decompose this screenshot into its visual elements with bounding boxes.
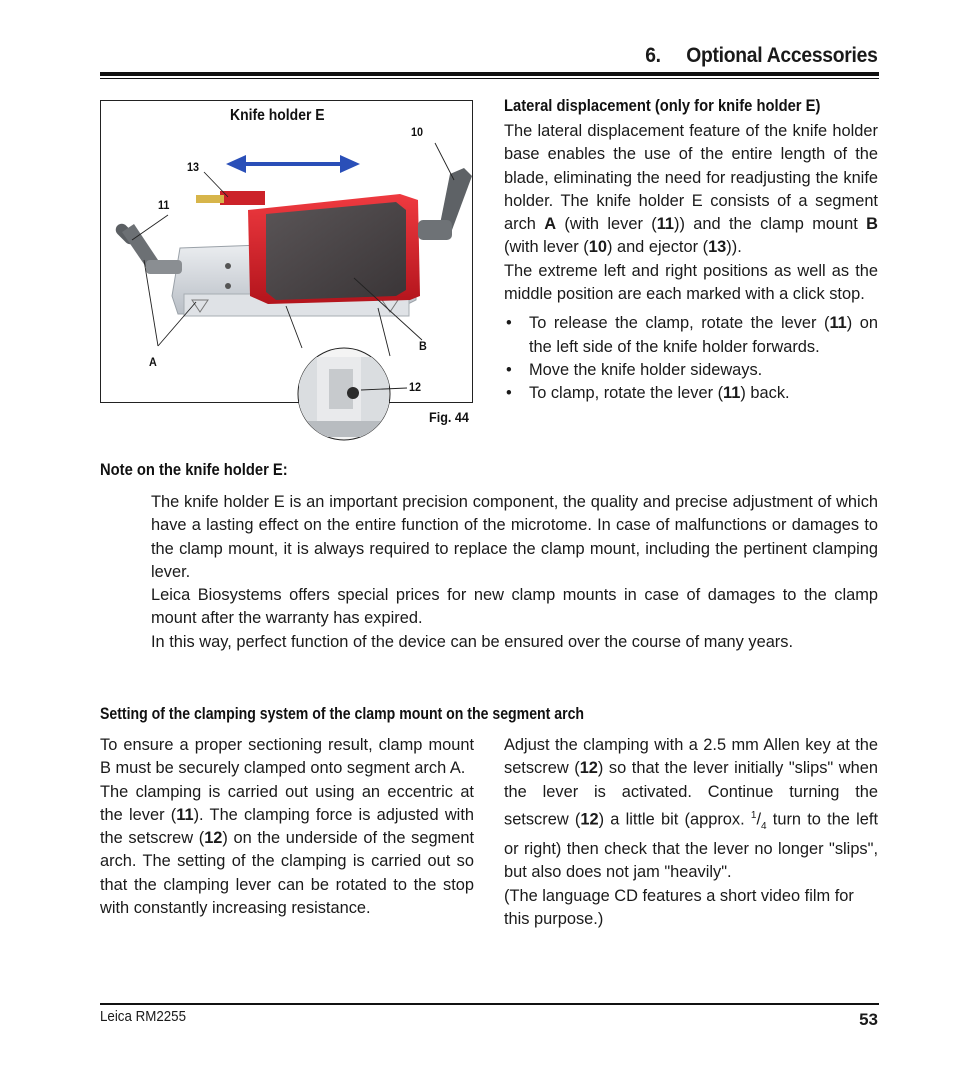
note-body [151,491,878,654]
knife-holder-illustration [100,100,480,445]
setting-left-paragraph-2: The clamping is carried out using an eccentric at the lever (11). The clamping force is adjusted with the setscrew (12) on the underside of the segment arch. The setting of the clamping is carried out so that the clamping lever can be rotated to the stop with constantly increasing resistance. [100,782,474,918]
page-number: 53 [859,1010,878,1029]
note-paragraph-2: Leica Biosystems offers special prices for new clamp mounts in case of damages to the clamp mount after the warranty has expired. [151,586,878,628]
note-paragraph-1: The knife holder E is an important precision component, the quality and precise adjustment of which have a lasting effect on the entire function of the microtome. In case of malfunctions or damages to the clamp mount, it is always required to replace the clamp mount, including the pertinent clamping lever. [151,493,878,581]
header-rule-thin [100,78,879,79]
lateral-heading: Lateral displacement (only for knife holder E) [504,97,821,115]
note-heading: Note on the knife holder E: [100,461,288,479]
setting-left-column [100,734,474,920]
lateral-paragraph-1: The lateral displacement feature of the knife holder base enables the use of the entire length of the blade, eliminating the need for readjusting the knife holder. The knife holder E consists of a segment arch A (with lever (11)) and the clamp mount B (with lever (10) and ejector (13)). [504,122,878,257]
setting-right-paragraph-1: Adjust the clamping with a 2.5 mm Allen key at the setscrew (12) so that the lever initially "slips" when the lever is activated. Continue turning the setscrew (12) a little bit (approx. $^1/_4$ turn to the left or right) then check that the lever no longer "slips", but also does not jam "heavily". [504,736,879,882]
footer-rule [100,1003,879,1005]
label-11: 11 [158,198,170,212]
figure-caption: Fig. 44 [429,409,469,425]
setting-right-paragraph-2: (The language CD features a short video film for this purpose.) [504,886,854,928]
lever-10-icon [418,168,472,240]
setting-heading: Setting of the clamping system of the clamp mount on the segment arch [100,705,585,723]
section-title: 6. Optional Accessories [645,44,878,67]
setting-right-column [504,734,878,931]
lateral-arrow-icon [226,155,360,173]
list-item: • Move the knife holder sideways. [504,359,878,382]
label-B: B [419,339,427,353]
list-item: • To release the clamp, rotate the lever (11) on the left side of the knife holder forwards. [504,312,878,359]
setting-left-paragraph-1: To ensure a proper sectioning result, clamp mount B must be securely clamped onto segment arch A. [100,736,474,778]
lateral-body [504,120,878,406]
lateral-paragraph-2: The extreme left and right positions as well as the middle position are each marked with a click stop. [504,261,878,304]
figure-title: Knife holder E [230,107,325,124]
list-item: • To clamp, rotate the lever (11) back. [504,382,878,405]
note-paragraph-3: In this way, perfect function of the device can be ensured over the course of many years. [151,632,794,651]
label-13: 13 [187,160,200,174]
lateral-steps-list [504,312,878,405]
footer-product: Leica RM2255 [100,1009,187,1025]
label-12: 12 [409,380,422,394]
label-10: 10 [411,125,424,139]
label-A: A [149,355,157,369]
magnifier-detail-icon [298,348,407,440]
header-rule-thick [100,72,879,76]
